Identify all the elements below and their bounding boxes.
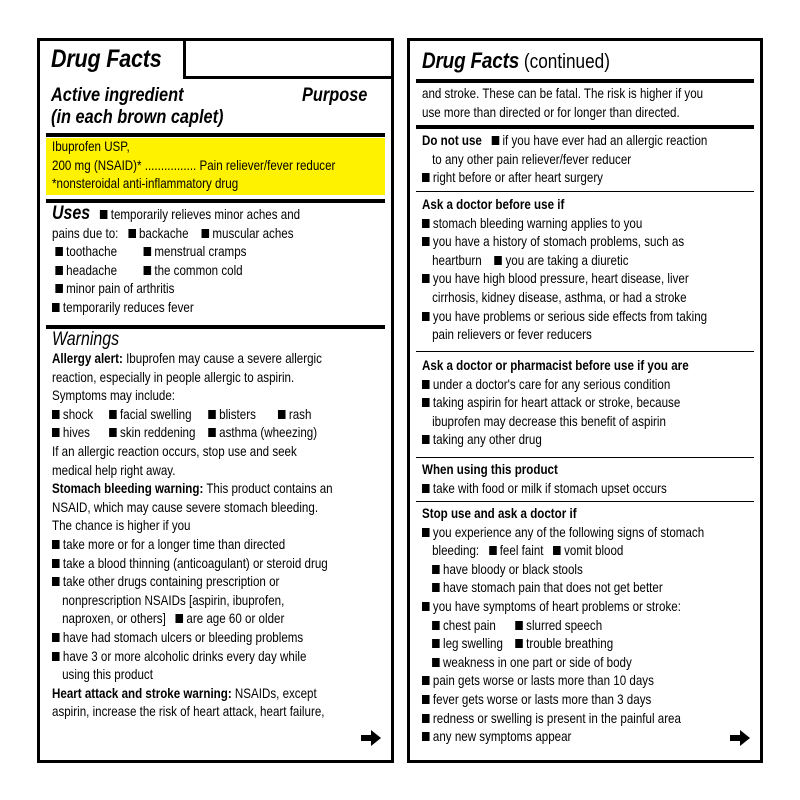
stop-text: any new symptoms appear (432, 729, 572, 745)
square-bullet-icon (422, 602, 430, 611)
right-arrow-icon (361, 730, 381, 746)
uses-line-1 (52, 205, 403, 225)
stop-item (422, 710, 772, 729)
symptom-item: blisters (219, 406, 256, 422)
allergy-line-3: Symptoms may include: (52, 388, 176, 404)
ask-doctor-label: Ask a doctor before use if (422, 197, 565, 212)
ingredient-dose: 200 mg (NSAID)* (52, 157, 142, 173)
square-bullet-icon (208, 428, 216, 437)
divider (416, 191, 754, 192)
ask-pharm-item-cont: ibuprofen may decrease this benefit of aspirin (432, 413, 666, 429)
symptom-item: asthma (wheezing) (219, 425, 318, 441)
uses-text: pains due to: (52, 225, 119, 241)
symptom-item: hives (62, 425, 90, 441)
right-arrow-icon (730, 730, 750, 746)
square-bullet-icon (422, 676, 430, 685)
stomach-item-text: take a blood thinning (anticoagulant) or steroid drug (62, 555, 328, 571)
stomach-item-text: take more or for a longer time than directed (62, 536, 286, 552)
stop-text: vomit blood (564, 543, 624, 559)
stop-text: have bloody or black stools (443, 561, 583, 577)
ask-doctor-text: heartburn (432, 252, 482, 268)
panel-title-suffix: (continued) (519, 51, 610, 73)
square-bullet-icon (109, 428, 117, 437)
panel-title: Drug Facts (51, 45, 162, 73)
uses-item: backache (138, 225, 189, 241)
ingredient-line (52, 157, 403, 176)
square-bullet-icon (553, 546, 561, 555)
uses-item: the common cold (154, 262, 243, 278)
divider (416, 125, 754, 129)
allergy-label: Allergy alert: (52, 351, 123, 366)
panel-title (422, 48, 610, 74)
active-ingredient-heading: Active ingredient (51, 85, 184, 106)
square-bullet-icon (432, 621, 440, 630)
stop-use-label: Stop use and ask a doctor if (422, 506, 577, 521)
square-bullet-icon (52, 652, 60, 661)
square-bullet-icon (52, 303, 60, 312)
stop-text: weakness in one part or side of body (443, 654, 632, 670)
uses-item: temporarily reduces fever (62, 299, 194, 315)
square-bullet-icon (52, 559, 60, 568)
stomach-line-2: NSAID, which may cause severe stomach bleeding. (52, 499, 319, 515)
stomach-item-text: naproxen, or others] (62, 611, 166, 627)
do-not-use-label: Do not use (422, 133, 482, 148)
stomach-text: This product contains an (203, 481, 333, 497)
ingredient-block (52, 138, 403, 194)
symptom-item: facial swelling (120, 406, 192, 422)
do-not-use-item: right before or after heart surgery (432, 170, 603, 186)
when-using-label: When using this product (422, 462, 558, 477)
divider (416, 457, 754, 458)
square-bullet-icon (201, 229, 209, 238)
allergy-line-1 (52, 350, 403, 369)
divider (416, 351, 754, 352)
stomach-item-text: are age 60 or older (186, 611, 285, 627)
uses-line-5 (52, 280, 403, 299)
stomach-item (52, 536, 403, 555)
symptoms-row-1 (52, 406, 403, 425)
stop-text: bleeding: (432, 543, 480, 559)
cont-line-1: and stroke. These can be fatal. The risk is higher if you (422, 86, 704, 101)
square-bullet-icon (52, 633, 60, 642)
square-bullet-icon (422, 398, 430, 407)
stop-item (422, 598, 772, 617)
stop-text: fever gets worse or lasts more than 3 days (432, 691, 652, 707)
do-not-use-item: if you have ever had an allergic reaction (502, 133, 708, 148)
square-bullet-icon (422, 714, 430, 723)
square-bullet-icon (55, 266, 63, 275)
square-bullet-icon (492, 136, 500, 145)
allergy-line-2: reaction, especially in people allergic to aspirin. (52, 369, 295, 385)
allergy-text: Ibuprofen may cause a severe allergic (122, 351, 322, 366)
uses-item: headache (66, 262, 118, 278)
square-bullet-icon (422, 219, 430, 228)
drug-facts-panel-left (37, 38, 394, 763)
stomach-line-1 (52, 480, 403, 499)
square-bullet-icon (422, 484, 430, 493)
uses-item: menstrual cramps (154, 244, 247, 260)
purpose-heading: Purpose (302, 85, 368, 106)
symptoms-row-2 (52, 424, 403, 443)
ask-doctor-item (422, 308, 772, 327)
square-bullet-icon (515, 621, 523, 630)
square-bullet-icon (422, 380, 430, 389)
uses-line-2 (52, 225, 403, 244)
stomach-label: Stomach bleeding warning: (52, 481, 204, 497)
stomach-item (52, 555, 403, 574)
square-bullet-icon (432, 565, 440, 574)
ask-doctor-text: you have a history of stomach problems, such as (432, 234, 685, 250)
square-bullet-icon (432, 658, 440, 667)
stop-item (422, 672, 772, 691)
warnings-heading: Warnings (52, 329, 120, 350)
stop-item-sub (422, 617, 772, 636)
ask-pharm-text: taking aspirin for heart attack or stroke, because (432, 395, 681, 411)
divider (416, 79, 754, 83)
square-bullet-icon (278, 410, 286, 419)
square-bullet-icon (55, 284, 63, 293)
when-using-item (422, 480, 772, 499)
ask-doctor-section (422, 196, 772, 345)
square-bullet-icon (495, 256, 503, 265)
stop-text: redness or swelling is present in the painful area (432, 710, 681, 726)
do-not-use-section (422, 132, 772, 188)
square-bullet-icon (422, 274, 430, 283)
stop-text: you have symptoms of heart problems or stroke: (432, 598, 681, 614)
symptom-item: shock (62, 406, 94, 422)
square-bullet-icon (432, 639, 440, 648)
stop-item-cont (422, 542, 772, 561)
when-using-text: take with food or milk if stomach upset occurs (432, 480, 667, 496)
stomach-line-3: The chance is higher if you (52, 518, 191, 534)
uses-section (52, 205, 403, 318)
warnings-section (52, 330, 403, 722)
title-tab-notch (183, 76, 391, 79)
symptom-item: rash (288, 406, 312, 422)
heart-line-1 (52, 685, 403, 704)
stop-text: you experience any of the following signs of stomach (432, 524, 705, 540)
square-bullet-icon (175, 614, 183, 623)
divider (416, 501, 754, 502)
do-not-use-item-row (422, 169, 772, 188)
ask-doctor-item (422, 233, 772, 252)
stop-use-section (422, 505, 772, 747)
square-bullet-icon (422, 695, 430, 704)
stomach-item-text: take other drugs containing prescription or (62, 574, 280, 590)
square-bullet-icon (52, 540, 60, 549)
ask-doctor-text: stomach bleeding warning applies to you (432, 215, 643, 231)
ask-doctor-item-cont (422, 252, 772, 271)
uses-item: minor pain of arthritis (66, 281, 175, 297)
stop-item-sub (422, 579, 772, 598)
stop-text: pain gets worse or lasts more than 10 days (432, 673, 654, 689)
ask-doctor-text: you have problems or serious side effects from taking (432, 308, 708, 324)
square-bullet-icon (143, 266, 151, 275)
ask-pharm-text: taking any other drug (432, 432, 542, 448)
ask-pharm-label: Ask a doctor or pharmacist before use if you are (422, 358, 689, 373)
stop-text: have stomach pain that does not get better (443, 580, 663, 596)
square-bullet-icon (422, 312, 430, 321)
ask-doctor-text: you have high blood pressure, heart disease, liver (432, 271, 689, 287)
stomach-item-cont: using this product (62, 667, 153, 683)
ask-doctor-text: you are taking a diuretic (505, 252, 629, 268)
square-bullet-icon (422, 435, 430, 444)
square-bullet-icon (128, 229, 136, 238)
stop-item-sub (422, 635, 772, 654)
stomach-item-cont: nonprescription NSAIDs [aspirin, ibuprofen, (62, 592, 285, 608)
active-ingredient-sub: (in each brown caplet) (51, 107, 224, 128)
square-bullet-icon (55, 247, 63, 256)
square-bullet-icon (52, 410, 60, 419)
square-bullet-icon (100, 210, 108, 219)
square-bullet-icon (422, 173, 430, 182)
square-bullet-icon (52, 577, 60, 586)
ingredient-footnote: *nonsteroidal anti-inflammatory drug (52, 176, 239, 192)
panel-title-main: Drug Facts (422, 48, 520, 73)
ask-pharm-item (422, 394, 772, 413)
drug-facts-panel-right (407, 38, 763, 763)
ask-doctor-item-cont: cirrhosis, kidney disease, asthma, or had a stroke (432, 289, 687, 305)
uses-line-3 (52, 243, 403, 262)
ask-doctor-item (422, 270, 772, 289)
ask-pharm-text: under a doctor's care for any serious condition (432, 376, 671, 392)
stomach-item (52, 629, 403, 648)
do-not-use-line-1 (422, 132, 772, 151)
square-bullet-icon (515, 639, 523, 648)
square-bullet-icon (422, 528, 430, 537)
allergy-after-2: medical help right away. (52, 462, 176, 478)
square-bullet-icon (422, 237, 430, 246)
ask-doctor-item (422, 215, 772, 234)
uses-item: muscular aches (212, 225, 294, 241)
stomach-item (52, 648, 403, 667)
ask-doctor-item-cont: pain relievers or fever reducers (432, 327, 592, 343)
square-bullet-icon (143, 247, 151, 256)
divider (46, 199, 385, 203)
stop-text: feel faint (499, 543, 544, 559)
stomach-item-text: have 3 or more alcoholic drinks every day while (62, 648, 307, 664)
stop-item (422, 728, 772, 747)
uses-line-6 (52, 299, 403, 318)
stop-item (422, 691, 772, 710)
ask-pharm-section (422, 357, 772, 450)
do-not-use-cont: to any other pain reliever/fever reducer (432, 151, 632, 167)
uses-heading: Uses (52, 203, 91, 224)
square-bullet-icon (422, 732, 430, 741)
stop-text: chest pain (443, 617, 496, 633)
stop-item (422, 524, 772, 543)
square-bullet-icon (52, 428, 60, 437)
uses-item: toothache (66, 244, 118, 260)
square-bullet-icon (432, 583, 440, 592)
ingredient-purpose: Pain reliever/fever reducer (196, 157, 336, 173)
right-content (422, 85, 772, 122)
stop-text: trouble breathing (526, 636, 614, 652)
uses-line-4 (52, 262, 403, 281)
symptom-item: skin reddening (120, 425, 196, 441)
divider (46, 133, 385, 137)
heart-text: NSAIDs, except (231, 685, 317, 701)
square-bullet-icon (109, 410, 117, 419)
stomach-item-text: have had stomach ulcers or bleeding problems (62, 629, 304, 645)
square-bullet-icon (208, 410, 216, 419)
allergy-after-1: If an allergic reaction occurs, stop use and seek (52, 443, 297, 459)
stop-text: leg swelling (443, 636, 503, 652)
ask-pharm-item (422, 431, 772, 450)
cont-line-2: use more than directed or for longer than directed. (422, 104, 680, 120)
stomach-item-cont (52, 610, 403, 629)
heart-label: Heart attack and stroke warning: (52, 685, 232, 701)
square-bullet-icon (489, 546, 497, 555)
uses-text: temporarily relieves minor aches and (110, 207, 301, 222)
stop-text: slurred speech (526, 617, 603, 633)
ingredient-leader: ................ (141, 157, 197, 173)
ingredient-name: Ibuprofen USP, (52, 139, 130, 154)
stop-item-sub (422, 561, 772, 580)
ask-pharm-item (422, 376, 772, 395)
stomach-item (52, 573, 403, 592)
when-using-section (422, 461, 772, 498)
stop-item-sub (422, 654, 772, 673)
heart-line-2: aspirin, increase the risk of heart attack, heart failure, (52, 704, 325, 720)
